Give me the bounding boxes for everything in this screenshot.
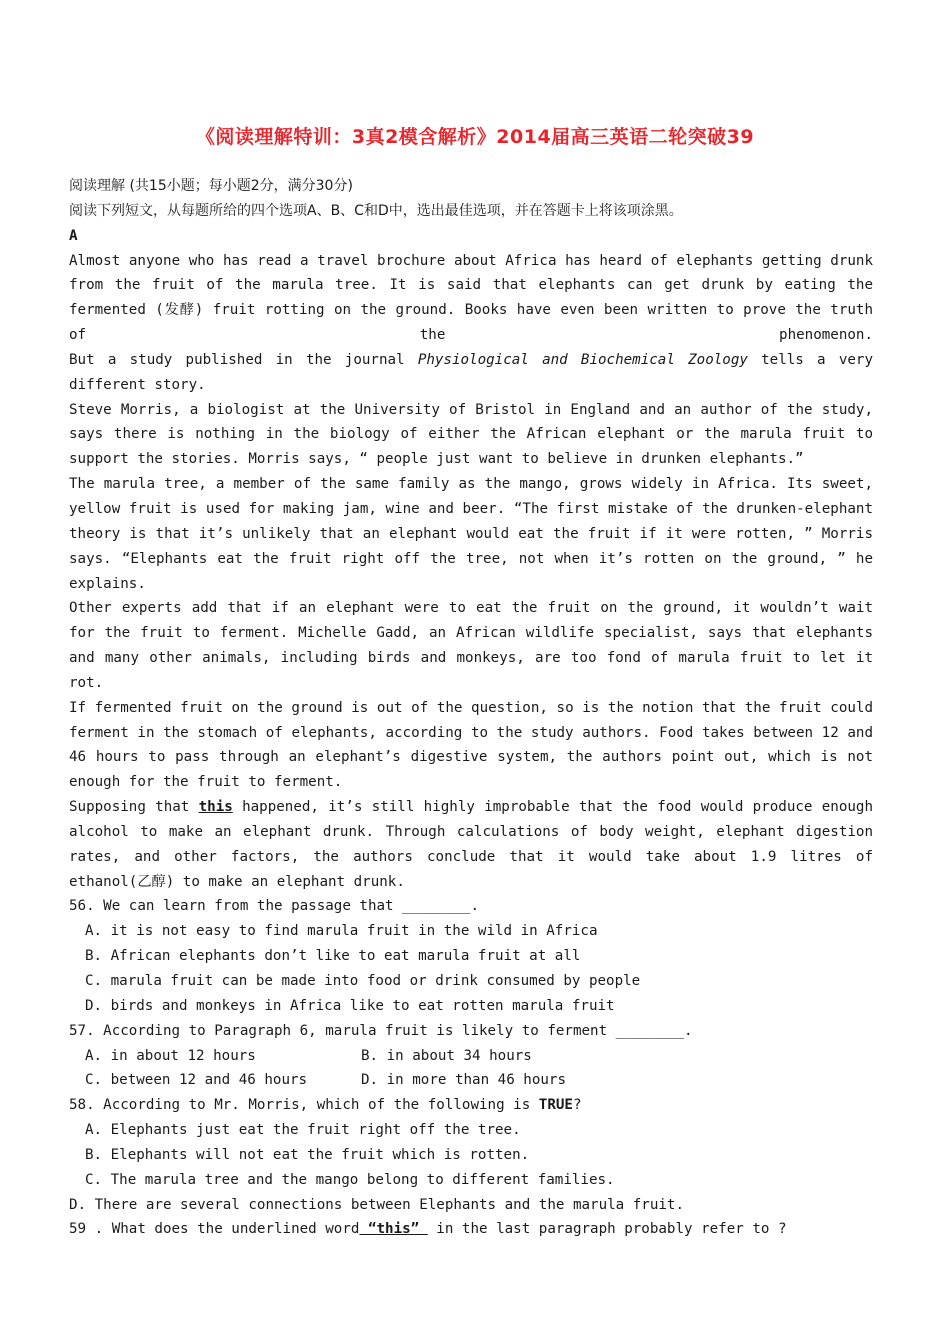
question-59-underlined-word: “this” <box>359 1221 428 1238</box>
paragraph-2-text-b: tells a very different story. <box>69 351 873 393</box>
question-56-option-c: C. marula fruit can be made into food or drink consumed by people <box>85 973 641 989</box>
paragraph-6: If fermented fruit on the ground is out of the question, so is the notion that the fruit could ferment in the stomach of elephants, according to the study authors. Food takes between 12 and 46 hours to pass through an elephant’s digestive system, the authors point out, which is not enough for the fruit to ferment. <box>69 699 873 791</box>
question-56-stem: 56. We can learn from the passage that ________. <box>69 898 479 915</box>
question-57-option-a: A. in about 12 hours <box>85 1047 256 1064</box>
question-59-stem <box>69 1217 873 1242</box>
paragraph-1: Almost anyone who has read a travel brochure about Africa has heard of elephants getting drunk from the fruit of the marula tree. It is said that elephants can get drunk by eating the fermented (发酵) fruit rotting on the ground. Books have even been written to prove the truth of the phenomenon. <box>69 252 873 344</box>
paragraph-2 <box>69 348 873 398</box>
question-56-option-b: B. African elephants don’t like to eat marula fruit at all <box>85 948 581 965</box>
journal-name: Physiological and Biochemical Zoology <box>417 351 748 368</box>
question-57-option-c: C. between 12 and 46 hours <box>85 1072 308 1089</box>
question-59-stem-text-b: in the last paragraph probably refer to ? <box>427 1221 787 1238</box>
question-59-stem-text-a: 59 . What does the underlined word <box>69 1221 360 1238</box>
paragraph-5: Other experts add that if an elephant were to eat the fruit on the ground, it wouldn’t wait for the fruit to ferment. Michelle Gadd, an African wildlife specialist, says that elephants and many other animals, including birds and monkeys, are too fond of marula fruit to let it rot. <box>69 600 873 691</box>
question-58-option-b: B. Elephants will not eat the fruit which is rotten. <box>85 1146 530 1163</box>
question-58-option-d: D. There are several connections between Elephants and the marula fruit. <box>69 1196 684 1213</box>
document-body <box>69 174 873 1242</box>
question-56-option-d: D. birds and monkeys in Africa like to eat rotten marula fruit <box>85 997 615 1014</box>
document-title: 《阅读理解特训：3真2模含解析》2014届高三英语二轮突破39 <box>195 126 755 148</box>
section-header: 阅读理解 (共15小题；每小题2分，满分30分) <box>69 178 353 194</box>
paragraph-4: The marula tree, a member of the same family as the mango, grows widely in Africa. Its sweet, yellow fruit is used for making jam, wine and beer. “The first mistake of the drunken-elephant theory is that it’s unlikely that an elephant would eat the fruit if it were rotten, ” Morris says. “Elephants eat the fruit right off the tree, not when it’s rotten on the ground, ” he explains. <box>69 476 873 592</box>
question-58-stem-text-b: ? <box>572 1097 582 1114</box>
question-57-stem: 57. According to Paragraph 6, marula fruit is likely to ferment ________. <box>69 1022 693 1039</box>
paragraph-2-text-a: But a study published in the journal <box>69 351 418 368</box>
paragraph-7 <box>69 795 873 894</box>
question-58-option-a: A. Elephants just eat the fruit right off the tree. <box>85 1122 521 1139</box>
question-58-stem <box>69 1093 873 1118</box>
question-57-row-1 <box>69 1044 873 1069</box>
paragraph-3: Steve Morris, a biologist at the University of Bristol in England and an author of the study, says there is nothing in the biology of either the African elephant or the marula fruit to support the stories. Morris says, “ people just want to believe in drunken elephants.” <box>69 401 873 468</box>
question-57-option-d: D. in more than 46 hours <box>361 1072 566 1089</box>
question-57-option-b: B. in about 34 hours <box>361 1047 532 1064</box>
underlined-word: this <box>198 799 233 816</box>
passage-label: A <box>69 227 78 244</box>
paragraph-7-text-b: happened, it’s still highly improbable that the food would produce enough alcohol to make an elephant drunk. Through calculations of body weight, elephant digestion rates, and other factors, the authors conclude that it would take about 1.9 litres of ethanol(乙醇) to make an elephant drunk. <box>69 799 874 890</box>
question-56-option-a: A. it is not easy to find marula fruit in the wild in Africa <box>85 923 598 940</box>
question-58-stem-text-a: 58. According to Mr. Morris, which of the following is <box>69 1097 539 1114</box>
question-58-emphasis: TRUE <box>538 1097 573 1114</box>
question-57-row-2 <box>69 1068 873 1093</box>
paragraph-7-text-a: Supposing that <box>69 799 199 816</box>
question-58-option-c: C. The marula tree and the mango belong to different families. <box>85 1171 615 1188</box>
instruction-text: 阅读下列短文，从每题所给的四个选项A、B、C和D中，选出最佳选项，并在答题卡上将该项涂黑。 <box>69 202 683 219</box>
